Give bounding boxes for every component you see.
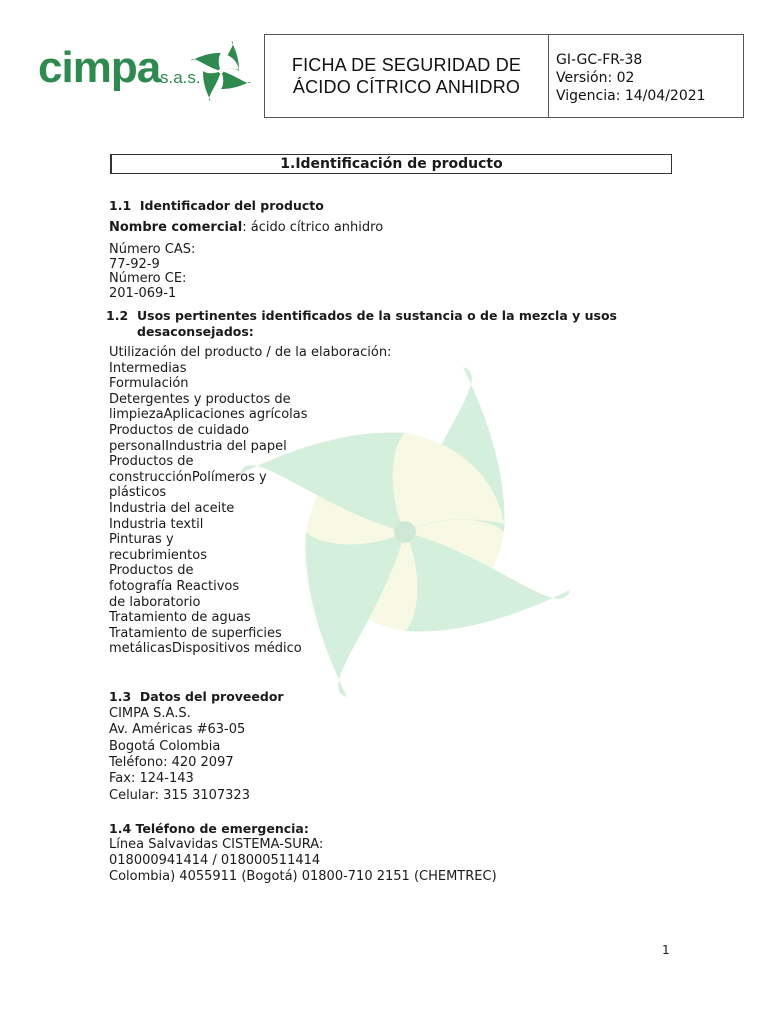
- use-list-item: Tratamiento de aguas: [109, 610, 251, 626]
- use-list-item: recubrimientos: [109, 547, 207, 563]
- supplier-line: Fax: 124-143: [109, 771, 194, 787]
- use-list-item: Detergentes y productos de: [109, 391, 291, 407]
- use-list-item: Productos de cuidado: [109, 423, 250, 438]
- supplier-line: Bogotá Colombia: [109, 738, 221, 754]
- subsection-1-4-heading: 1.4 Teléfono de emergencia:: [109, 821, 309, 836]
- document-validity: Vigencia: 14/04/2021: [556, 88, 706, 104]
- use-list-item: limpiezaAplicaciones agrícolas: [109, 407, 308, 423]
- logo-wordmark: cimpa: [38, 43, 161, 92]
- supplier-line: CIMPA S.A.S.: [109, 706, 191, 721]
- trade-name-label: Nombre comercial: [109, 220, 243, 235]
- section-title-bar: 1.Identificación de producto: [110, 154, 672, 174]
- use-list-item: Productos de: [109, 563, 194, 579]
- ce-value: 201-069-1: [109, 286, 177, 301]
- use-list-item: Industria del aceite: [109, 501, 235, 516]
- use-list-item: fotografía Reactivos: [109, 579, 240, 594]
- emergency-line: Colombia) 4055911 (Bogotá) 01800-710 2151 (CHEMTREC): [109, 869, 497, 884]
- cas-value: 77-92-9: [109, 257, 160, 272]
- document-header-box: [264, 34, 744, 118]
- trade-name-row: [109, 220, 383, 236]
- use-list-item: metálicasDispositivos médico: [109, 641, 302, 657]
- document-metadata: [556, 51, 706, 105]
- subsection-1-2-heading-line1: Usos pertinentes identificados de la sustancia o de la mezcla y usos: [137, 308, 617, 323]
- document-title-line1: FICHA DE SEGURIDAD DE: [291, 55, 522, 75]
- use-list-item: Productos de: [109, 454, 194, 470]
- use-list-item: Formulación: [109, 376, 189, 392]
- use-list-item: Intermedias: [109, 360, 187, 376]
- subsection-1-1-heading: 1.1 Identificador del producto: [109, 198, 324, 213]
- ce-label: Número CE:: [109, 271, 187, 286]
- logo-suffix: s.a.s.: [160, 68, 201, 87]
- document-code: GI-GC-FR-38: [556, 52, 643, 68]
- use-list-item: plásticos: [109, 485, 167, 501]
- emergency-line: 018000941414 / 018000511414: [109, 853, 321, 868]
- use-list-item: Utilización del producto / de la elaboración:: [109, 345, 392, 360]
- document-title: [265, 35, 549, 117]
- emergency-line: Línea Salvavidas CISTEMA-SURA:: [109, 837, 324, 852]
- pinwheel-logo-icon: [190, 40, 252, 102]
- supplier-line: Av. Américas #63-05: [109, 722, 246, 738]
- use-list-item: de laboratorio: [109, 594, 201, 610]
- trade-name-value: : ácido cítrico anhidro: [242, 220, 384, 235]
- document-title-line2: ÁCIDO CÍTRICO ANHIDRO: [292, 77, 521, 97]
- supplier-line: Celular: 315 3107323: [109, 787, 250, 803]
- subsection-1-2-number: 1.2: [106, 308, 129, 323]
- use-list-item: personalIndustria del papel: [109, 438, 287, 454]
- subsection-1-3-heading: 1.3 Datos del proveedor: [109, 689, 284, 704]
- company-logo: [38, 40, 258, 104]
- document-version: Versión: 02: [556, 70, 635, 86]
- supplier-line: Teléfono: 420 2097: [109, 754, 234, 770]
- use-list-item: Industria textil: [109, 516, 204, 532]
- page-number: 1: [662, 943, 670, 957]
- use-list-item: Tratamiento de superficies: [109, 625, 282, 641]
- use-list-item: Pinturas y: [109, 532, 174, 548]
- cas-label: Número CAS:: [109, 242, 196, 257]
- use-list-item: construcciónPolímeros y: [109, 469, 267, 485]
- subsection-1-2-heading-line2: desaconsejados:: [137, 324, 254, 339]
